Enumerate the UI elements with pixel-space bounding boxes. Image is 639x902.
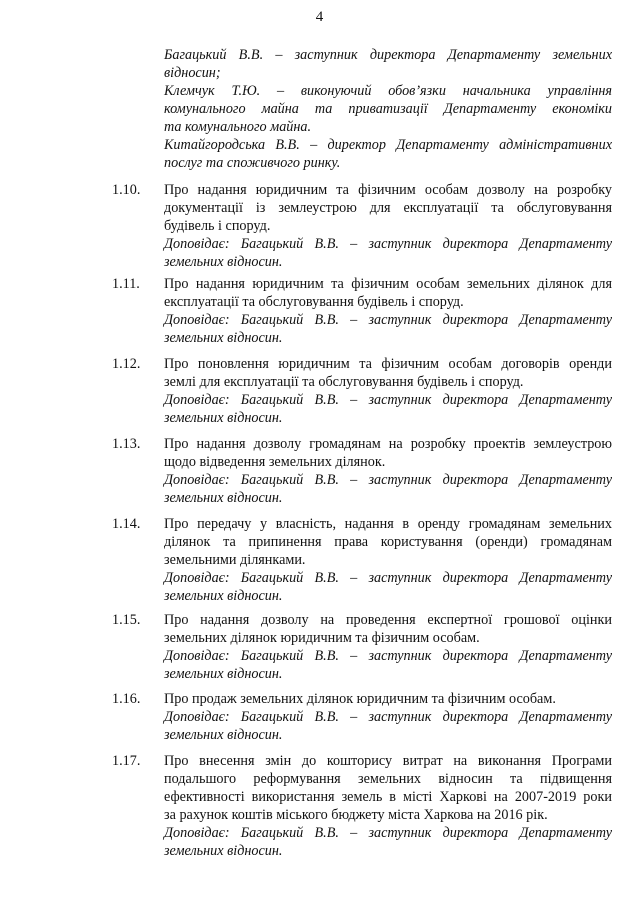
- agenda-item-title-line: земельних ділянок юридичним та фізичним особам.: [164, 630, 480, 646]
- agenda-item-content: [164, 275, 612, 347]
- agenda-item-number: 1.11.: [112, 276, 140, 292]
- agenda-item-content: [164, 355, 612, 427]
- agenda-item-speaker-line: земельних відносин.: [164, 843, 283, 859]
- agenda-item-title: [164, 611, 612, 647]
- agenda-item-content: [164, 435, 612, 507]
- agenda-item-speaker: [164, 647, 612, 683]
- agenda-item-title: [164, 690, 612, 708]
- agenda-item-speaker-line: Доповідає: Багацький В.В. – заступник директора Департаменту: [164, 236, 612, 252]
- agenda-item-title-line: Про надання юридичним та фізичним особам земельних ділянок для: [164, 276, 612, 292]
- agenda-item-speaker-line: Доповідає: Багацький В.В. – заступник директора Департаменту: [164, 392, 612, 408]
- agenda-item-title-line: земельними ділянками.: [164, 552, 306, 568]
- agenda-item-number: 1.15.: [112, 612, 141, 628]
- agenda-item-title: [164, 275, 612, 311]
- speaker-entry-line: комунального майна та приватизації Департаменту економіки: [164, 101, 612, 117]
- agenda-item-title-line: Про продаж земельних ділянок юридичним та фізичним особам.: [164, 691, 556, 707]
- agenda-item-title-line: ділянок та припинення права користування (оренди) громадянам: [164, 534, 612, 550]
- agenda-item-title: [164, 752, 612, 824]
- agenda-item-number: 1.17.: [112, 753, 141, 769]
- agenda-item-title-line: будівель і споруд.: [164, 218, 271, 234]
- agenda-item-speaker-line: Доповідає: Багацький В.В. – заступник директора Департаменту: [164, 648, 612, 664]
- agenda-item-speaker: [164, 569, 612, 605]
- agenda-item-speaker-line: земельних відносин.: [164, 666, 283, 682]
- agenda-item-number: 1.16.: [112, 691, 141, 707]
- agenda-item-title-line: за рахунок коштів міського бюджету міста Харкова на 2016 рік.: [164, 807, 548, 823]
- agenda-item-title-line: ефективності використання земель в місті Харкові на 2007-2019 роки: [164, 789, 612, 805]
- speaker-entry-line: та комунального майна.: [164, 119, 312, 135]
- agenda-item-title: [164, 435, 612, 471]
- agenda-item-title-line: Про внесення змін до кошторису витрат на виконання Програми: [164, 753, 612, 769]
- agenda-item-speaker: [164, 311, 612, 347]
- agenda-item-title: [164, 515, 612, 569]
- agenda-item-title: [164, 355, 612, 391]
- agenda-item-title-line: Про надання дозволу громадянам на розробку проектів землеустрою: [164, 436, 612, 452]
- agenda-item-title-line: документації із землеустрою для експлуатації та обслуговування: [164, 200, 612, 216]
- agenda-item-content: [164, 752, 612, 860]
- agenda-item-speaker: [164, 235, 612, 271]
- agenda-item-speaker-line: земельних відносин.: [164, 490, 283, 506]
- agenda-item-speaker-line: земельних відносин.: [164, 727, 283, 743]
- agenda-item-title-line: Про поновлення юридичним та фізичним особам договорів оренди: [164, 356, 612, 372]
- agenda-item-number: 1.12.: [112, 356, 141, 372]
- agenda-item-speaker-line: Доповідає: Багацький В.В. – заступник директора Департаменту: [164, 472, 612, 488]
- agenda-item-title-line: Про передачу у власність, надання в оренду громадянам земельних: [164, 516, 612, 532]
- speakers-list: [164, 46, 612, 172]
- agenda-item-number: 1.10.: [112, 182, 141, 198]
- agenda-item-title-line: Про надання юридичним та фізичним особам дозволу на розробку: [164, 182, 612, 198]
- agenda-item-title-line: щодо відведення земельних ділянок.: [164, 454, 386, 470]
- agenda-item-number: 1.14.: [112, 516, 141, 532]
- speaker-entry-line: Багацький В.В. – заступник директора Департаменту земельних: [164, 47, 612, 63]
- agenda-item-speaker-line: Доповідає: Багацький В.В. – заступник директора Департаменту: [164, 825, 612, 841]
- agenda-item-speaker-line: земельних відносин.: [164, 588, 283, 604]
- agenda-item-title-line: експлуатації та обслуговування будівель і споруд.: [164, 294, 464, 310]
- page-number: 4: [315, 9, 324, 25]
- agenda-item-speaker-line: земельних відносин.: [164, 410, 283, 426]
- agenda-item-number: 1.13.: [112, 436, 141, 452]
- agenda-item-speaker: [164, 391, 612, 427]
- speaker-entry-line: відносин;: [164, 65, 221, 81]
- agenda-item-speaker: [164, 824, 612, 860]
- speaker-entry: [164, 82, 612, 136]
- speaker-entry-line: Китайгородська В.В. – директор Департаменту адміністративних: [164, 137, 612, 153]
- speaker-entry: [164, 136, 612, 172]
- agenda-item-title-line: землі для експлуатації та обслуговування будівель і споруд.: [164, 374, 524, 390]
- agenda-item-title-line: Про надання дозволу на проведення експертної грошової оцінки: [164, 612, 612, 628]
- agenda-item-speaker-line: земельних відносин.: [164, 330, 283, 346]
- agenda-item-content: [164, 515, 612, 605]
- agenda-item-content: [164, 611, 612, 683]
- speaker-entry: [164, 46, 612, 82]
- agenda-item-title: [164, 181, 612, 235]
- agenda-item-speaker-line: Доповідає: Багацький В.В. – заступник директора Департаменту: [164, 312, 612, 328]
- agenda-item-speaker-line: земельних відносин.: [164, 254, 283, 270]
- agenda-item-speaker-line: Доповідає: Багацький В.В. – заступник директора Департаменту: [164, 709, 612, 725]
- agenda-item-content: [164, 690, 612, 744]
- agenda-item-title-line: подальшого реформування земельних відносин та підвищення: [164, 771, 612, 787]
- speaker-entry-line: послуг та споживчого ринку.: [164, 155, 341, 171]
- agenda-item-content: [164, 181, 612, 271]
- speaker-entry-line: Клемчук Т.Ю. – виконуючий обов’язки начальника управління: [164, 83, 612, 99]
- agenda-item-speaker: [164, 471, 612, 507]
- agenda-item-speaker-line: Доповідає: Багацький В.В. – заступник директора Департаменту: [164, 570, 612, 586]
- agenda-item-speaker: [164, 708, 612, 744]
